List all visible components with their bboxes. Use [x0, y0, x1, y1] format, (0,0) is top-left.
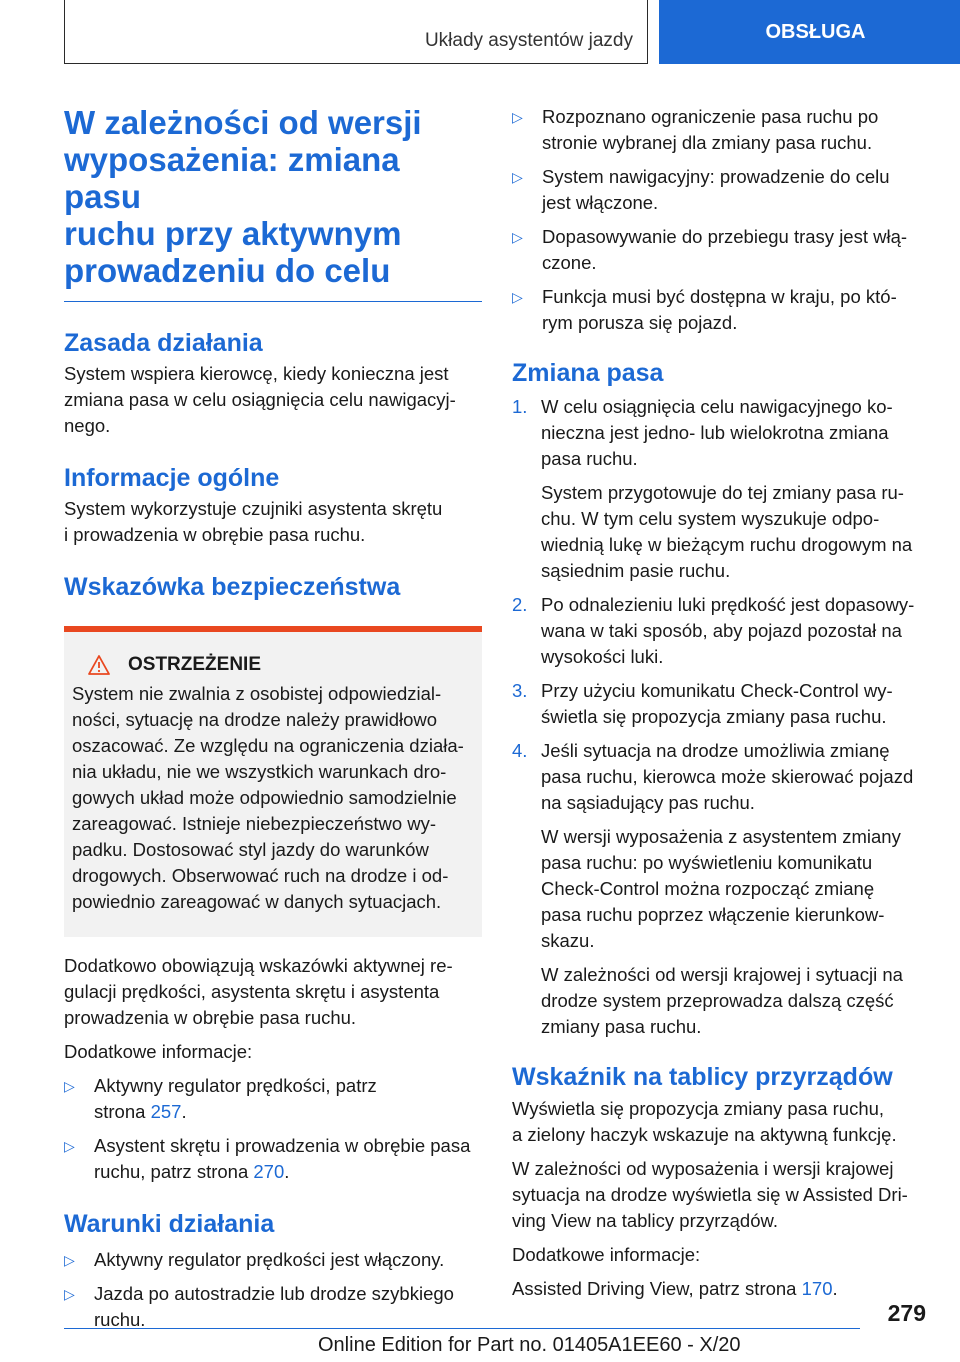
- list-item: ▷ Funkcja musi być dostępna w kraju, po któ‐ rym porusza się pojazd.: [512, 286, 897, 333]
- page-number: 279: [887, 1300, 926, 1326]
- conditions-list: [512, 104, 928, 336]
- zasada-text: System wspiera kierowcę, kiedy konieczna jest zmiana pasa w celu osiągnięcia celu nawigacyj‐ nego.: [64, 363, 456, 436]
- triangle-bullet-icon: ▷: [512, 289, 523, 305]
- list-item: ▷ Aktywny regulator prędkości jest włączony.: [64, 1247, 482, 1273]
- triangle-bullet-icon: ▷: [64, 1286, 75, 1302]
- list-item: ▷ Jazda po autostradzie lub drodze szybkiego ruchu.: [64, 1283, 454, 1330]
- dodatkowe-label: Dodatkowe informacje:: [64, 1041, 253, 1062]
- step-item: 3. Przy użyciu komunikatu Check-Control wy‐ świetla się propozycja zmiany pasa ruchu.: [512, 680, 893, 727]
- step-number: 2.: [512, 594, 528, 615]
- steps-list: [512, 394, 928, 1040]
- step-item: 1. W celu osiągnięcia celu nawigacyjnego ko‐ nieczna jest jedno- lub wielokrotna zmiana pasa ruchu. System przygotowuje do tej zmiany pasa ru‐ chu. W tym celu system wyszukuje odpo‐ wiednią lukę w bieżącym ruchu drogowym na sąsiednim pasie ruchu.: [512, 396, 913, 581]
- page-link-270[interactable]: 270: [253, 1161, 285, 1182]
- list-item: ▷ Aktywny regulator prędkości, patrz strona 257.: [64, 1075, 377, 1122]
- left-column: [64, 104, 482, 1333]
- warning-box: [64, 626, 482, 937]
- wskaznik-label: Dodatkowe informacje:: [512, 1244, 701, 1265]
- list-item: ▷ Rozpoznano ograniczenie pasa ruchu po stronie wybranej dla zmiany pasa ruchu.: [512, 106, 879, 153]
- heading-zasada: Zasada działania: [64, 329, 263, 357]
- main-title: W zależności od wersji wyposażenia: zmiana pasu ruchu przy aktywnym prowadzeniu do celu: [64, 104, 422, 289]
- list-item: ▷ System nawigacyjny: prowadzenie do celu jest włączone.: [512, 166, 890, 213]
- right-column: [512, 104, 928, 1302]
- step-number: 4.: [512, 740, 528, 761]
- warunki-list: [64, 1247, 482, 1333]
- triangle-bullet-icon: ▷: [64, 1138, 75, 1154]
- wskaznik-text-1: Wyświetla się propozycja zmiany pasa ruchu, a zielony haczyk wskazuje na aktywną funkcję.: [512, 1098, 897, 1145]
- heading-informacje: Informacje ogólne: [64, 464, 280, 492]
- triangle-bullet-icon: ▷: [512, 169, 523, 185]
- page-link-170[interactable]: 170: [801, 1278, 833, 1299]
- step-number: 1.: [512, 396, 528, 417]
- heading-wskazowka: Wskazówka bezpieczeństwa: [64, 573, 401, 601]
- header-section-title: Układy asystentów jazdy: [424, 30, 633, 51]
- triangle-bullet-icon: ▷: [64, 1078, 75, 1094]
- triangle-bullet-icon: ▷: [512, 229, 523, 245]
- heading-zmiana-pasa: Zmiana pasa: [512, 359, 664, 387]
- dodatkowo-text: Dodatkowo obowiązują wskazówki aktywnej re‐ gulacji prędkości, asystenta skrętu i asystenta prowadzenia w obrębie pasa ruchu.: [64, 955, 453, 1028]
- warning-title: OSTRZEŻENIE: [72, 652, 474, 678]
- wskaznik-reference: Assisted Driving View, patrz strona 170.: [512, 1278, 838, 1299]
- footer-divider: [64, 1328, 860, 1329]
- heading-wskaznik: Wskaźnik na tablicy przyrządów: [512, 1063, 893, 1091]
- footer-edition: Online Edition for Part no. 01405A1EE60 - X/20: [318, 1334, 741, 1356]
- header-tab-obsluga[interactable]: OBSŁUGA: [659, 0, 960, 64]
- informacje-text: System wykorzystuje czujniki asystenta skrętu i prowadzenia w obrębie pasa ruchu.: [64, 498, 443, 545]
- header-box: [64, 0, 648, 64]
- heading-warunki: Warunki działania: [64, 1210, 275, 1238]
- triangle-bullet-icon: ▷: [512, 109, 523, 125]
- warning-text: System nie zwalnia z osobistej odpowiedzial‐ ności, sytuację na drodze należy prawidłowo oszacować. Ze względu na ograniczenia działa‐ nia układu, nie we wszystkich warunkach dro‐ gowych układ może odpowiednio samodzielnie zareagować. Istnieje niebezpieczeństwo wy‐ padku. Dostosować styl jazdy do warunków drogowych. Obserwować ruch na drodze i od‐ powiednio zareagować w danych sytuacjach.: [72, 683, 464, 912]
- step-number: 3.: [512, 680, 528, 701]
- triangle-bullet-icon: ▷: [64, 1252, 75, 1268]
- page-link-257[interactable]: 257: [150, 1101, 182, 1122]
- step-item: 4. Jeśli sytuacja na drodze umożliwia zmianę pasa ruchu, kierowca może skierować pojazd na sąsiadujący pas ruchu. W wersji wyposażenia z asystentem zmiany pasa ruchu: po wyświetleniu komunikatu Check-Control można rozpocząć zmianę pasa ruchu poprzez włączenie kierunkow‐ skazu. W zależności od wersji krajowej i sytuacji na drodze system przeprowadza dalszą część zmiany pasa ruchu.: [512, 740, 914, 1037]
- step-item: 2. Po odnalezieniu luki prędkość jest dopasowy‐ wana w taki sposób, aby pojazd pozostał na wysokości luki.: [512, 594, 915, 667]
- list-item: ▷ Asystent skrętu i prowadzenia w obrębie pasa ruchu, patrz strona 270.: [64, 1135, 471, 1182]
- warning-triangle-icon: [88, 655, 110, 675]
- list-item: ▷ Dopasowywanie do przebiegu trasy jest włą‐ czone.: [512, 226, 908, 273]
- reference-list: [64, 1073, 482, 1185]
- wskaznik-text-2: W zależności od wyposażenia i wersji krajowej sytuacja na drodze wyświetla się w Assisted Dri‐ ving View na tablicy przyrządów.: [512, 1158, 908, 1231]
